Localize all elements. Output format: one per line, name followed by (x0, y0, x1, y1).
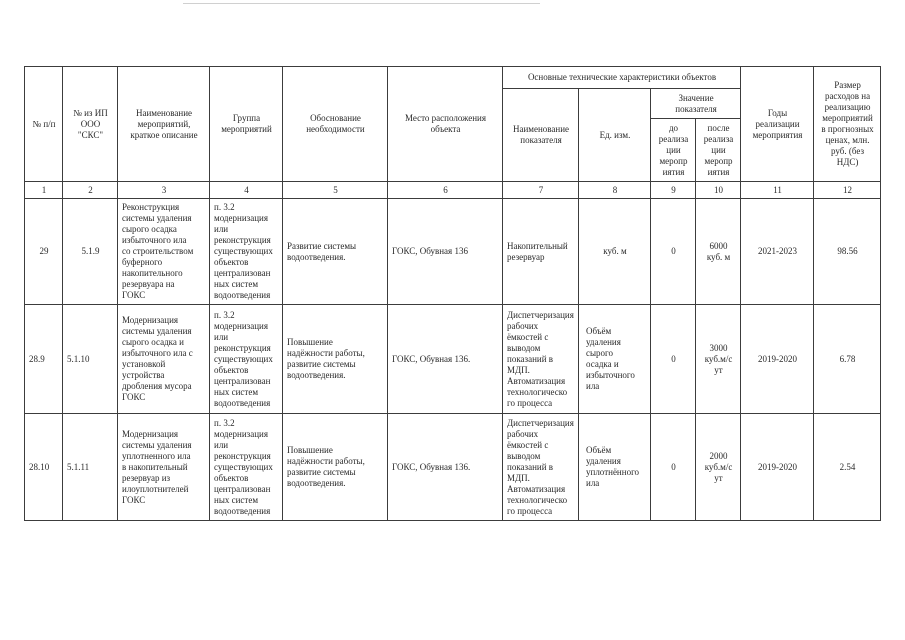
cell-num: 29 (25, 199, 63, 305)
cell-ip-num: 5.1.11 (63, 414, 118, 521)
table-row (25, 414, 881, 521)
column-number: 7 (503, 182, 579, 199)
column-number-row (25, 182, 881, 199)
header-years: Годы реализации мероприятия (741, 67, 814, 182)
scan-artifact-line (183, 3, 540, 4)
cell-unit: куб. м (579, 199, 651, 305)
cell-cost: 2.54 (814, 414, 881, 521)
header-row-top (25, 67, 881, 89)
table-header (25, 67, 881, 182)
cell-num: 28.9 (25, 305, 63, 414)
cell-justification: Повышение надёжности работы, развитие системы водоотведения. (283, 305, 388, 414)
header-num: № п/п (25, 67, 63, 182)
cell-indicator-name: Диспетчеризация рабочих ёмкостей с выводом показаний в МДП. Автоматизация технологическо го процесса (503, 414, 579, 521)
header-after: после реализа ции меропр иятия (696, 119, 741, 182)
cell-location: ГОКС, Обувная 136. (388, 414, 503, 521)
header-unit: Ед. изм. (579, 89, 651, 182)
header-tech-characteristics: Основные технические характеристики объектов (503, 67, 741, 89)
cell-years: 2019-2020 (741, 414, 814, 521)
cell-years: 2019-2020 (741, 305, 814, 414)
cell-value-after: 6000 куб. м (696, 199, 741, 305)
column-number: 10 (696, 182, 741, 199)
cell-measure-group: п. 3.2 модернизация или реконструкция существующих объектов централизован ных систем водоотведения (210, 199, 283, 305)
cell-cost: 6.78 (814, 305, 881, 414)
cell-justification: Развитие системы водоотведения. (283, 199, 388, 305)
cell-value-after: 2000 куб.м/с ут (696, 414, 741, 521)
header-measure-group: Группа мероприятий (210, 67, 283, 182)
header-ip-num: № из ИП ООО "СКС" (63, 67, 118, 182)
column-number: 6 (388, 182, 503, 199)
cell-years: 2021-2023 (741, 199, 814, 305)
cell-ip-num: 5.1.10 (63, 305, 118, 414)
cell-indicator-name: Накопительный резервуар (503, 199, 579, 305)
header-indicator-value: Значение показателя (651, 89, 741, 119)
cell-measure-group: п. 3.2 модернизация или реконструкция существующих объектов централизован ных систем водоотведения (210, 305, 283, 414)
header-indicator-name: Наименование показателя (503, 89, 579, 182)
header-measure-name: Наименование мероприятий, краткое описание (118, 67, 210, 182)
cell-unit: Объём удаления уплотнённого ила (579, 414, 651, 521)
cell-num: 28.10 (25, 414, 63, 521)
column-number: 3 (118, 182, 210, 199)
cell-measure-name: Модернизация системы удаления уплотненного ила в накопительный резервуар из илоуплотнителей ГОКС (118, 414, 210, 521)
cell-measure-name: Модернизация системы удаления сырого осадка и избыточного ила с установкой устройства дробления мусора ГОКС (118, 305, 210, 414)
cell-value-before: 0 (651, 199, 696, 305)
column-number: 4 (210, 182, 283, 199)
cell-measure-group: п. 3.2 модернизация или реконструкция существующих объектов централизован ных систем водоотведения (210, 414, 283, 521)
column-number: 8 (579, 182, 651, 199)
header-cost: Размер расходов на реализацию мероприятий в прогнозных ценах, млн. руб. (без НДС) (814, 67, 881, 182)
cell-value-before: 0 (651, 414, 696, 521)
header-location: Место расположения объекта (388, 67, 503, 182)
column-number: 5 (283, 182, 388, 199)
column-number: 12 (814, 182, 881, 199)
column-number: 11 (741, 182, 814, 199)
header-justification: Обоснование необходимости (283, 67, 388, 182)
measures-table (24, 66, 881, 521)
column-number: 1 (25, 182, 63, 199)
cell-indicator-name: Диспетчеризация рабочих ёмкостей с выводом показаний в МДП. Автоматизация технологическо го процесса (503, 305, 579, 414)
cell-measure-name: Реконструкция системы удаления сырого осадка избыточного ила со строительством буферного накопительного резервуара на ГОКС (118, 199, 210, 305)
table-row (25, 199, 881, 305)
header-before: до реализа ции меропр иятия (651, 119, 696, 182)
table-body (25, 182, 881, 521)
cell-location: ГОКС, Обувная 136 (388, 199, 503, 305)
table-row (25, 305, 881, 414)
cell-location: ГОКС, Обувная 136. (388, 305, 503, 414)
cell-cost: 98.56 (814, 199, 881, 305)
cell-value-after: 3000 куб.м/с ут (696, 305, 741, 414)
cell-unit: Объём удаления сырого осадка и избыточного ила (579, 305, 651, 414)
column-number: 9 (651, 182, 696, 199)
column-number: 2 (63, 182, 118, 199)
cell-justification: Повышение надёжности работы, развитие системы водоотведения. (283, 414, 388, 521)
cell-value-before: 0 (651, 305, 696, 414)
cell-ip-num: 5.1.9 (63, 199, 118, 305)
